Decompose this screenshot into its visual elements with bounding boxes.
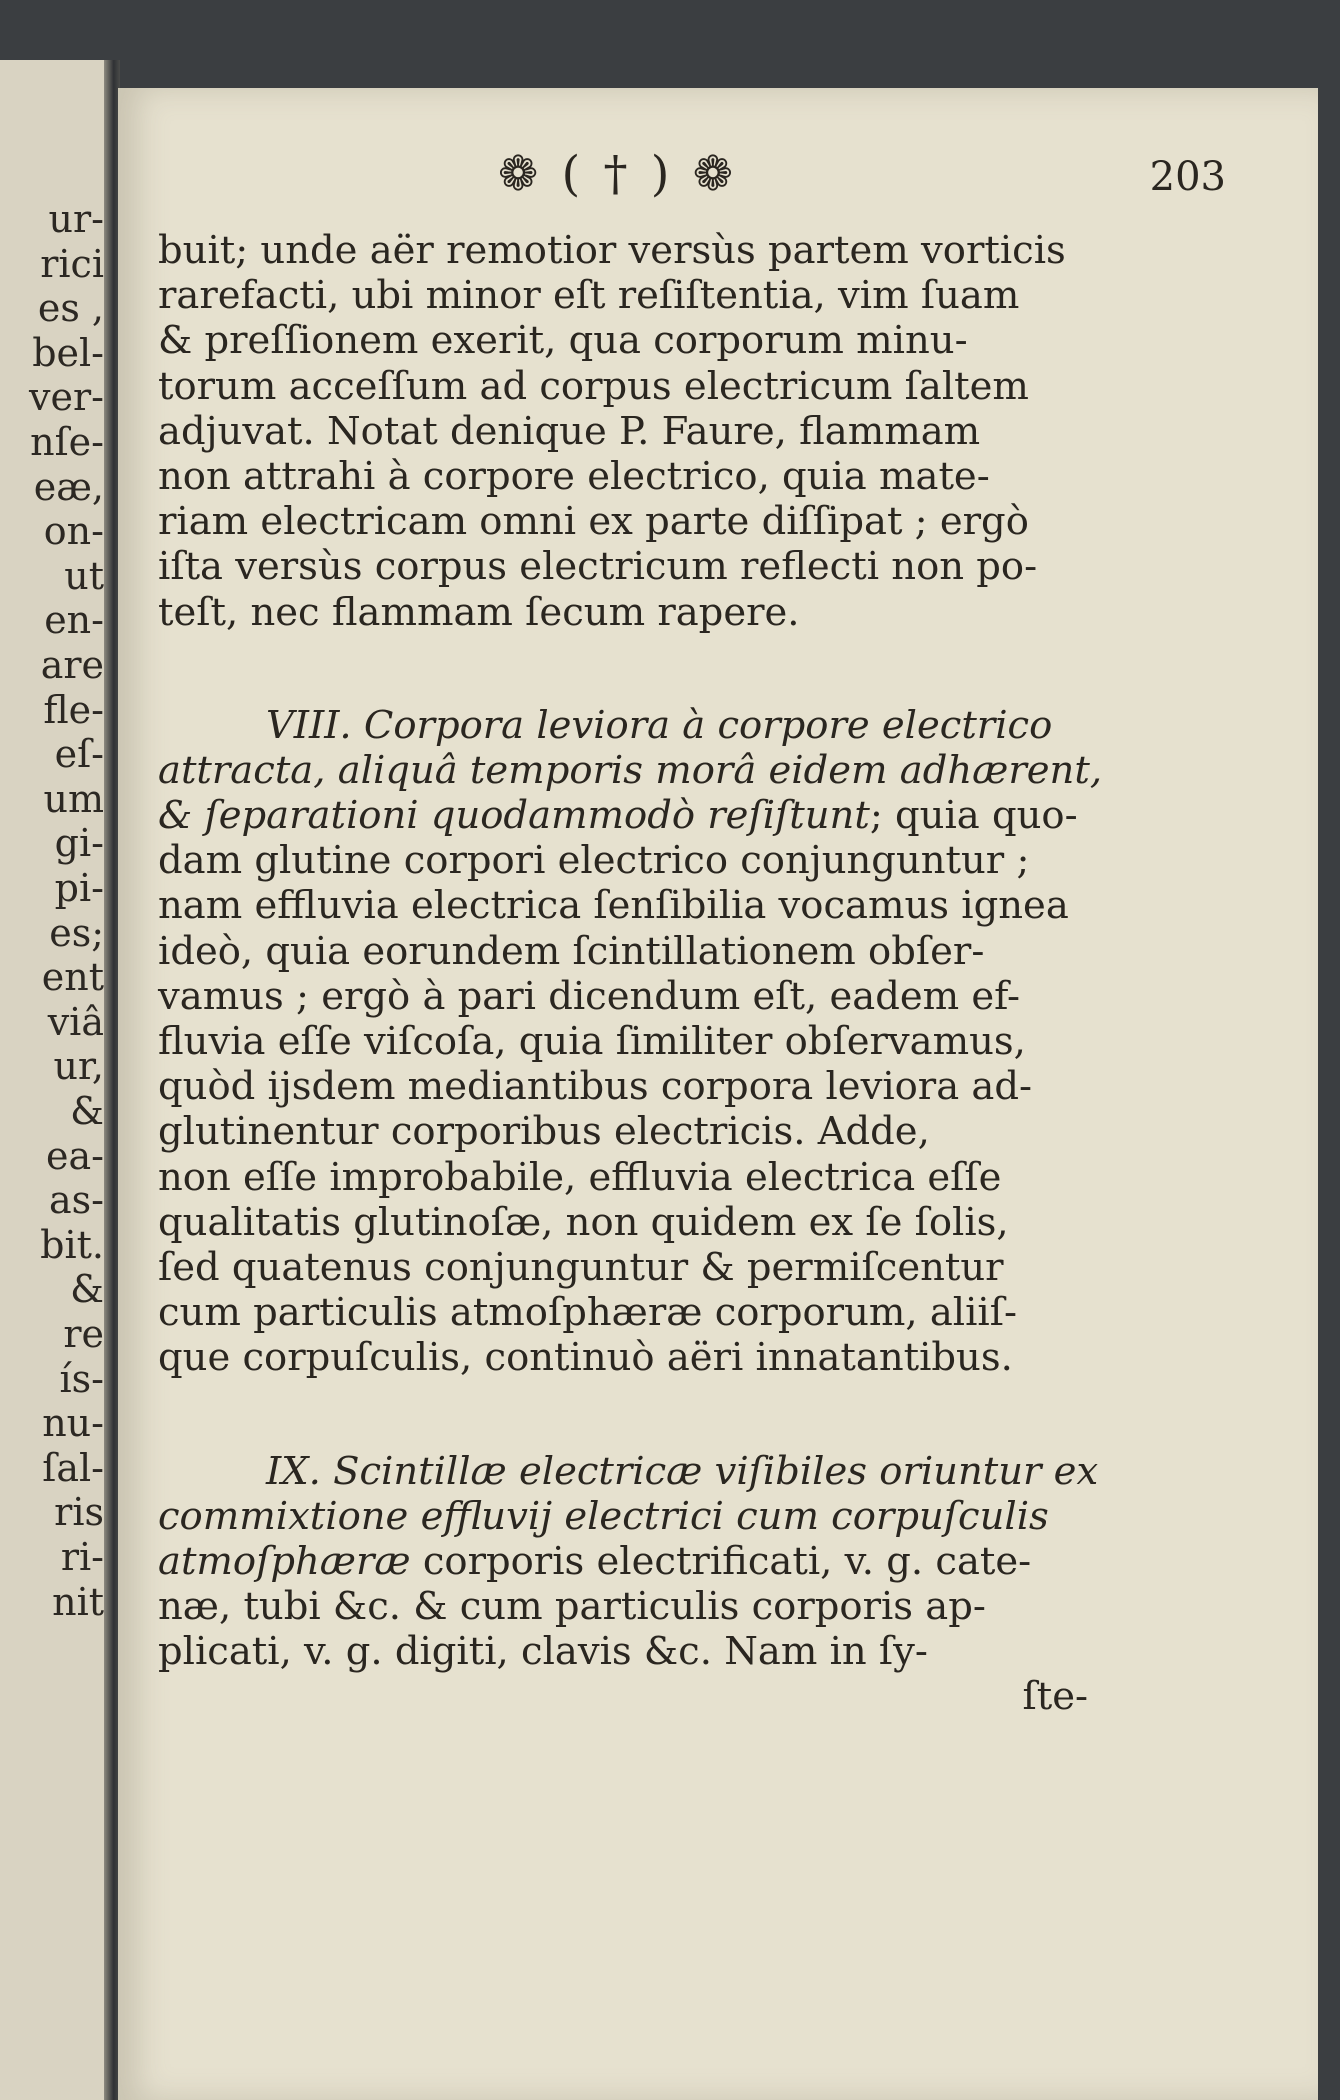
text-line: plicati, v. g. digiti, clavis &c. Nam in ſy- xyxy=(158,1629,928,1675)
text-line: riam electricam omni ex parte diſſipat ; ergò xyxy=(158,499,1029,545)
paragraph-viii xyxy=(158,702,1103,1381)
text-line: qualitatis glutinoſæ, non quidem ex ſe ſolis, xyxy=(158,1199,1009,1245)
left-page-fragment: bel- xyxy=(32,330,104,375)
roman-text: corporis electrificati, v. g. cate- xyxy=(410,1538,1032,1584)
page-number: 203 xyxy=(1149,154,1226,200)
text-line: ſed quatenus conjunguntur & permiſcentur xyxy=(158,1244,1004,1290)
left-page-fragment: fle- xyxy=(43,687,104,732)
left-page-fragment: nſe- xyxy=(30,420,104,464)
text-line: que corpuſculis, continuò aëri innatantibus. xyxy=(158,1335,1013,1381)
left-page-fragment: es; xyxy=(49,910,104,955)
roman-text: ; quia quo- xyxy=(869,793,1078,839)
left-page-fragment: pi- xyxy=(54,866,104,910)
paragraph-ix xyxy=(158,1449,1098,1720)
left-page-fragment: ri- xyxy=(60,1535,104,1579)
left-page-edge xyxy=(0,60,110,2100)
catchword: ſte- xyxy=(1022,1674,1088,1720)
text-line: dam glutine corpori electrico conjunguntur ; xyxy=(158,838,1030,884)
left-page-fragment: viâ xyxy=(47,999,104,1044)
text-line xyxy=(158,1539,1098,1584)
left-page-fragment: ent xyxy=(41,955,104,1000)
text-line xyxy=(158,703,1098,748)
text-line: nam effluvia electrica ſenſibilia vocamus ignea xyxy=(158,883,1069,929)
italic-text: commixtione effluvij electrici cum corpuſculis xyxy=(158,1493,1049,1539)
text-line: fluvia eſſe viſcoſa, quia ſimiliter obſervamus, xyxy=(158,1019,1026,1064)
text-line: & preſſionem exerit, qua corporum minu- xyxy=(158,318,968,364)
left-page-fragment: nu- xyxy=(42,1401,104,1446)
left-page-fragment: es , xyxy=(37,286,104,331)
left-page-fragment: gi- xyxy=(54,821,104,866)
left-page-fragment: ut xyxy=(64,553,104,598)
text-line xyxy=(158,747,1103,793)
text-line: rarefacti, ubi minor eſt reſiſtentia, vim ſuam xyxy=(158,273,1020,319)
left-page-fragment: rici xyxy=(40,241,104,286)
left-page-fragment: on- xyxy=(43,509,104,554)
text-line: non attrahi à corpore electrico, quia mate- xyxy=(158,453,990,499)
left-page-fragment: eæ, xyxy=(33,464,104,509)
page-body xyxy=(158,228,1103,1720)
text-line: non eſſe improbabile, effluvia electrica eſſe xyxy=(158,1154,1002,1200)
text-line: torum acceſſum ad corpus electricum ſaltem xyxy=(158,363,1029,409)
left-page-fragment: bit. xyxy=(40,1222,104,1267)
italic-text: IX. Scintillæ electricæ viſibiles oriuntur ex xyxy=(266,1448,1099,1494)
left-page-fragment: & xyxy=(70,1267,104,1312)
italic-text: attracta, aliquâ temporis morâ eidem adhærent, xyxy=(158,747,1103,793)
paragraph-continuation xyxy=(158,228,1098,635)
left-page-fragment: re xyxy=(63,1312,104,1356)
text-line: adjuvat. Notat denique P. Faure, flammam xyxy=(158,408,981,454)
text-line: ideò, quia eorundem ſcintillationem obſer- xyxy=(158,928,985,974)
left-page-fragment: & xyxy=(70,1089,104,1133)
text-line xyxy=(158,1449,1098,1494)
left-page-fragment: um xyxy=(43,776,104,821)
text-line: glutinentur corporibus electricis. Adde, xyxy=(158,1109,930,1155)
text-line: næ, tubi &c. & cum particulis corporis ap- xyxy=(158,1584,986,1630)
text-line: cum particulis atmoſphæræ corporum, aliiſ- xyxy=(158,1290,1017,1336)
text-line: vamus ; ergò à pari dicendum eſt, eadem ef- xyxy=(158,973,1021,1019)
left-page-fragment: eſ- xyxy=(54,732,104,777)
left-page-fragment: are xyxy=(40,643,104,687)
left-page-fragment: as- xyxy=(49,1178,104,1223)
text-line xyxy=(158,793,1098,838)
italic-text: VIII. Corpora leviora à corpore electrico xyxy=(266,702,1053,748)
text-line: iſta versùs corpus electricum reflecti non po- xyxy=(158,544,1038,590)
left-page-fragment: nit xyxy=(52,1579,104,1624)
left-page-fragment: ver- xyxy=(29,375,104,420)
header-ornament: ❁ ( † ) ❁ xyxy=(498,146,737,202)
left-page-fragment: ur, xyxy=(53,1044,104,1089)
text-line: quòd ijsdem mediantibus corpora leviora ad- xyxy=(158,1064,1033,1110)
left-page-fragment: en- xyxy=(44,598,104,643)
text-line: buit; unde aër remotior versùs partem vorticis xyxy=(158,228,1066,273)
text-line: teſt, nec flammam ſecum rapere. xyxy=(158,589,800,635)
italic-text: & ſeparationi quodammodò reſiſtunt xyxy=(158,793,870,839)
left-page-fragment: ur- xyxy=(48,197,104,241)
left-page-fragment: ís- xyxy=(59,1356,104,1401)
italic-text: atmoſphæræ xyxy=(158,1538,411,1584)
left-page-fragment: ris xyxy=(54,1490,104,1535)
text-line xyxy=(158,1494,1098,1539)
left-page-fragment: ſal- xyxy=(42,1445,104,1490)
page xyxy=(118,88,1318,2100)
left-page-fragment: ea- xyxy=(46,1133,104,1178)
page-header xyxy=(118,146,1318,206)
